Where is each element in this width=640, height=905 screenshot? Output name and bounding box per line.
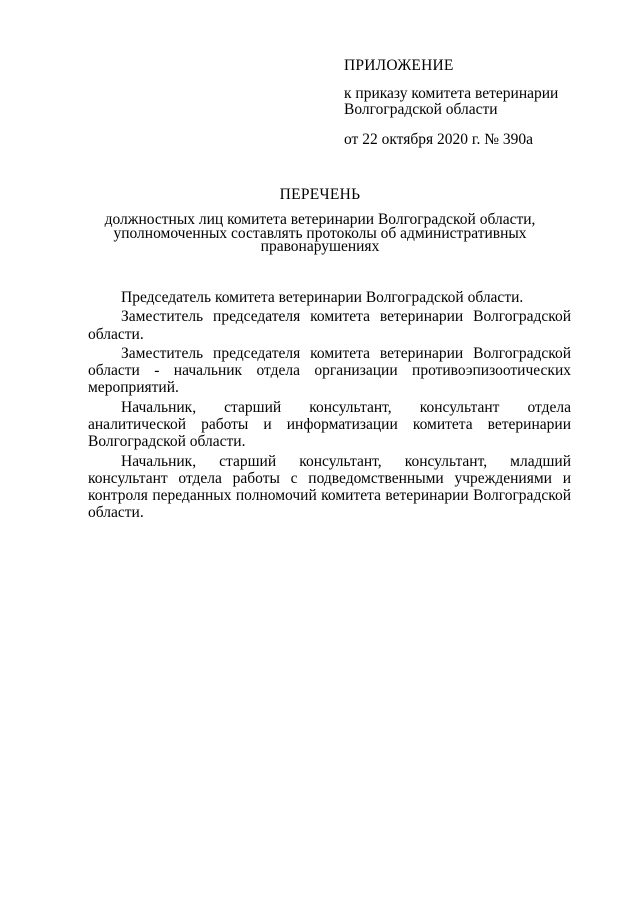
document-title: ПЕРЕЧЕНЬ [279,186,361,203]
document-subtitle [100,213,540,254]
list-paragraph: Начальник, старший консультант, консультант, младший консультант отдела работы с подведомственными учреждениями и контроля переданных полномочий комитета ветеринарии Волгоградской области. [88,452,571,522]
subtitle-line: правонарушениях [260,238,380,255]
subtitle-line: должностных лиц комитета ветеринарии Волгоградской области, [104,211,536,228]
list-paragraph: Начальник, старший консультант, консультант отдела аналитической работы и информатизации комитета ветеринарии Волгоградской области. [88,398,571,451]
appendix-reference-line-2: Волгоградской области [344,101,498,118]
appendix-reference-line-1: к приказу комитета ветеринарии [344,85,559,102]
list-paragraph: Заместитель председателя комитета ветеринарии Волгоградской области - начальник отдела организации противоэпизоотических мероприятий. [88,344,571,397]
subtitle-line: уполномоченных составлять протоколы об административных [113,224,527,242]
appendix-heading: ПРИЛОЖЕНИЕ [344,57,454,74]
list-paragraph: Заместитель председателя комитета ветеринарии Волгоградской области. [88,308,571,343]
appendix-block [344,58,604,148]
list-paragraph: Председатель комитета ветеринарии Волгоградской области. [121,289,524,306]
appendix-date-line: от 22 октября 2020 г. № 390а [344,131,534,148]
officials-list [88,289,571,524]
